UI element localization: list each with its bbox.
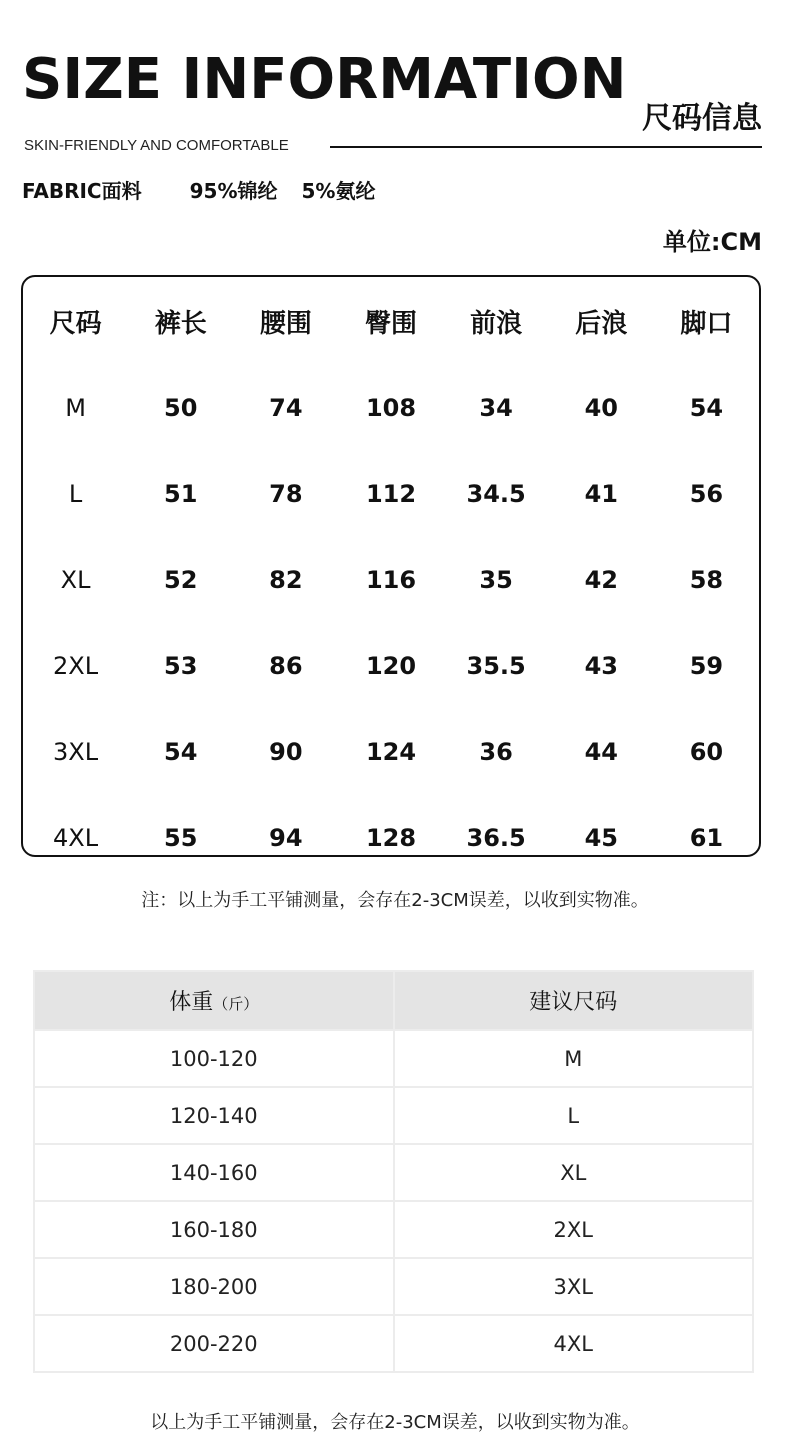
cell-pants-length: 55 — [164, 824, 198, 852]
cell-hip: 112 — [365, 480, 417, 508]
header-front-rise: 前浪 — [470, 308, 523, 339]
weight-row — [34, 1201, 753, 1258]
size-row — [23, 451, 759, 537]
fabric-value-nylon: 95%锦纶 — [189, 179, 278, 203]
measurement-note-bottom: 以上为手工平铺测量，会存在2-3CM误差，以收到实物为准。 — [150, 1412, 640, 1433]
cell-waist: 82 — [269, 566, 303, 594]
measurement-note-top: 注：以上为手工平铺测量，会存在2-3CM误差，以收到实物准。 — [141, 890, 649, 911]
fabric-value-spandex: 5%氨纶 — [301, 179, 376, 203]
cell-back-rise: 45 — [584, 824, 618, 852]
cell-back-rise: 44 — [584, 738, 618, 766]
header-size: 尺码 — [49, 308, 102, 339]
cell-leg-opening: 58 — [689, 566, 724, 594]
cell-weight-range: 140-160 — [34, 1144, 394, 1201]
cell-waist: 78 — [269, 480, 303, 508]
weight-table-header-row — [34, 971, 753, 1030]
cell-pants-length: 51 — [164, 480, 198, 508]
cell-leg-opening: 61 — [689, 824, 724, 852]
header-weight-unit: （斤） — [213, 995, 259, 1013]
weight-row — [34, 1030, 753, 1087]
unit-label: 单位:CM — [662, 228, 762, 256]
cell-back-rise: 40 — [584, 394, 618, 422]
header-waist: 腰围 — [259, 308, 312, 339]
header-divider — [330, 146, 762, 148]
weight-size-table — [33, 970, 754, 1373]
cell-size: XL — [60, 566, 91, 594]
cell-waist: 94 — [269, 824, 303, 852]
weight-row — [34, 1144, 753, 1201]
cell-pants-length: 54 — [164, 738, 198, 766]
header-leg-opening: 脚口 — [680, 308, 733, 339]
cell-size: 2XL — [53, 652, 99, 680]
fabric-info — [22, 181, 399, 201]
size-row — [23, 365, 759, 451]
cell-waist: 90 — [269, 738, 303, 766]
weight-table-body — [34, 1030, 753, 1372]
cell-recommended-size: 4XL — [394, 1315, 754, 1372]
cell-leg-opening: 60 — [689, 738, 724, 766]
cell-back-rise: 42 — [584, 566, 618, 594]
cell-waist: 74 — [269, 394, 303, 422]
cell-size: L — [68, 480, 83, 508]
cell-leg-opening: 59 — [689, 652, 724, 680]
page-title-chinese: 尺码信息 — [642, 101, 762, 136]
cell-hip: 120 — [365, 652, 417, 680]
header-weight — [34, 971, 394, 1030]
header-hip: 臀围 — [364, 308, 417, 339]
header-recommended-size: 建议尺码 — [394, 971, 754, 1030]
cell-weight-range: 160-180 — [34, 1201, 394, 1258]
cell-pants-length: 50 — [164, 394, 198, 422]
weight-row — [34, 1258, 753, 1315]
cell-front-rise: 35 — [479, 566, 513, 594]
size-chart — [21, 275, 761, 857]
cell-waist: 86 — [269, 652, 303, 680]
cell-recommended-size: L — [394, 1087, 754, 1144]
cell-front-rise: 34 — [479, 394, 513, 422]
cell-recommended-size: 2XL — [394, 1201, 754, 1258]
cell-recommended-size: M — [394, 1030, 754, 1087]
size-chart-grid — [23, 277, 759, 881]
fabric-label: FABRIC面料 — [22, 179, 142, 203]
cell-leg-opening: 56 — [689, 480, 724, 508]
cell-front-rise: 36 — [479, 738, 513, 766]
cell-recommended-size: XL — [394, 1144, 754, 1201]
size-chart-header-row — [23, 277, 759, 365]
page-subtitle: SKIN-FRIENDLY AND COMFORTABLE — [24, 137, 289, 154]
cell-pants-length: 52 — [164, 566, 198, 594]
cell-pants-length: 53 — [164, 652, 198, 680]
cell-front-rise: 36.5 — [466, 824, 526, 852]
size-row — [23, 537, 759, 623]
cell-size: 3XL — [53, 738, 99, 766]
cell-hip: 108 — [365, 394, 417, 422]
cell-front-rise: 35.5 — [466, 652, 526, 680]
cell-front-rise: 34.5 — [466, 480, 526, 508]
weight-row — [34, 1315, 753, 1372]
cell-weight-range: 120-140 — [34, 1087, 394, 1144]
cell-hip: 128 — [365, 824, 417, 852]
page-title: SIZE INFORMATION — [22, 47, 627, 112]
cell-back-rise: 41 — [584, 480, 618, 508]
cell-weight-range: 100-120 — [34, 1030, 394, 1087]
cell-weight-range: 200-220 — [34, 1315, 394, 1372]
cell-recommended-size: 3XL — [394, 1258, 754, 1315]
size-row — [23, 709, 759, 795]
cell-size: M — [65, 394, 86, 422]
cell-size: 4XL — [53, 824, 99, 852]
size-row — [23, 795, 759, 881]
cell-leg-opening: 54 — [689, 394, 724, 422]
cell-back-rise: 43 — [584, 652, 618, 680]
header-weight-label: 体重 — [169, 990, 214, 1015]
cell-hip: 124 — [365, 738, 417, 766]
header-pants-length: 裤长 — [154, 308, 207, 339]
cell-weight-range: 180-200 — [34, 1258, 394, 1315]
header-back-rise: 后浪 — [575, 308, 628, 339]
weight-row — [34, 1087, 753, 1144]
size-row — [23, 623, 759, 709]
cell-hip: 116 — [365, 566, 417, 594]
